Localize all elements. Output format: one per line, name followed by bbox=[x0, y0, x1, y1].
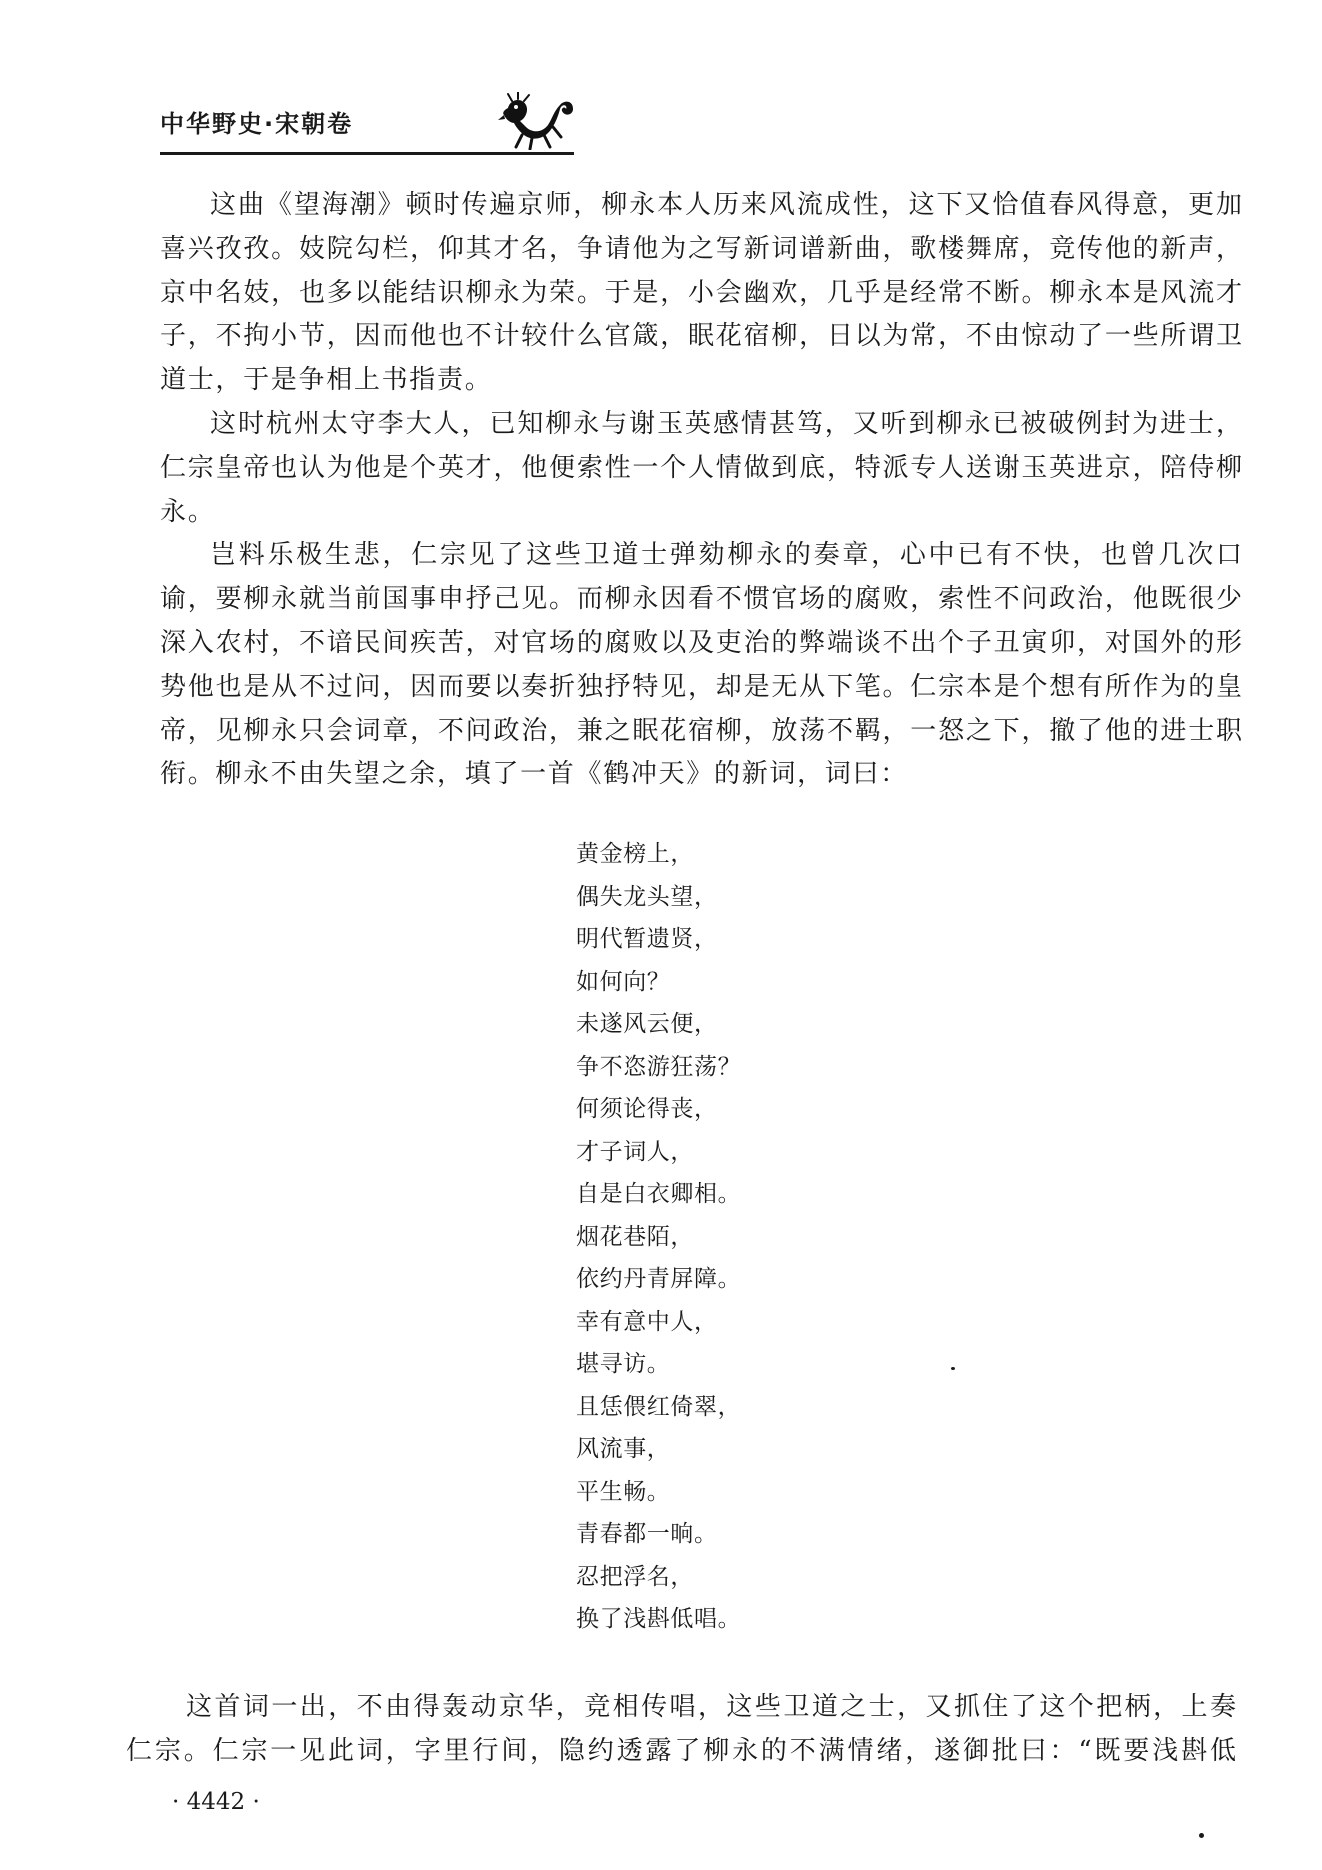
paragraph bbox=[160, 403, 1242, 534]
paragraph bbox=[126, 1686, 1236, 1774]
text-line: 帝，见柳永只会词章，不问政治，兼之眠花宿柳，放荡不羁，一怒之下，撤了他的进士职 bbox=[160, 715, 1242, 746]
poem-line: 平生畅。 bbox=[576, 1478, 671, 1505]
poem-block bbox=[576, 833, 741, 1641]
dragon-emblem-icon bbox=[498, 92, 576, 150]
running-header-title: 中华野史·宋朝卷 bbox=[160, 110, 354, 138]
text-line: 仁宗皇帝也认为他是个英才，他便索性一个人情做到底，特派专人送谢玉英进京，陪侍柳 bbox=[160, 452, 1242, 483]
text-line: 衔。柳永不由失望之余，填了一首《鹤冲天》的新词，词曰： bbox=[160, 759, 908, 790]
poem-line: 换了浅斟低唱。 bbox=[576, 1606, 742, 1632]
poem-line: 明代暂遗贤， bbox=[576, 926, 718, 952]
paragraph bbox=[160, 184, 1242, 403]
text-line: 这时杭州太守李大人，已知柳永与谢玉英感情甚笃，又听到柳永已被破例封为进士， bbox=[210, 408, 1242, 439]
prose-block bbox=[160, 184, 1242, 797]
poem-line: 青春都一晌。 bbox=[576, 1521, 718, 1547]
text-line: 京中名妓，也多以能结识柳永为荣。于是，小会幽欢，几乎是经常不断。柳永本是风流才 bbox=[160, 277, 1242, 308]
poem-line: 且恁偎红倚翠， bbox=[576, 1393, 742, 1420]
poem-line: 忍把浮名， bbox=[576, 1563, 694, 1590]
page-number: · 4442 · bbox=[172, 1789, 260, 1815]
poem-line: 风流事， bbox=[576, 1436, 671, 1462]
prose-block bbox=[126, 1686, 1236, 1774]
paragraph bbox=[160, 534, 1242, 797]
poem-line: 未遂风云便， bbox=[576, 1011, 718, 1037]
text-line: 仁宗。仁宗一见此词，字里行间，隐约透露了柳永的不满情绪，遂御批曰：“既要浅斟低 bbox=[126, 1735, 1236, 1766]
poem-line: 如何向？ bbox=[576, 968, 671, 995]
poem-line: 黄金榜上， bbox=[576, 841, 694, 867]
text-line: 这首词一出，不由得轰动京华，竞相传唱，这些卫道之士，又抓住了这个把柄，上奏 bbox=[186, 1692, 1236, 1722]
text-line: 谕，要柳永就当前国事申抒己见。而柳永因看不惯官场的腐败，索性不问政治，他既很少 bbox=[160, 584, 1242, 615]
header-rule bbox=[160, 152, 574, 155]
scan-speck bbox=[951, 1367, 955, 1370]
text-line: 势他也是从不过问，因而要以奏折独抒特见，却是无从下笔。仁宗本是个想有所作为的皇 bbox=[160, 671, 1242, 702]
text-line: 子，不拘小节，因而他也不计较什么官箴，眠花宿柳，日以为常，不由惊动了一些所谓卫 bbox=[160, 321, 1242, 352]
scan-speck bbox=[1199, 1833, 1204, 1838]
poem-line: 才子词人， bbox=[576, 1138, 694, 1165]
poem-line: 偶失龙头望， bbox=[576, 883, 718, 910]
text-line: 岂料乐极生悲，仁宗见了这些卫道士弹劾柳永的奏章，心中已有不快，也曾几次口 bbox=[210, 540, 1242, 571]
poem-line: 争不恣游狂荡？ bbox=[576, 1053, 742, 1080]
poem-line: 自是白衣卿相。 bbox=[576, 1181, 742, 1207]
poem-line: 幸有意中人， bbox=[576, 1308, 718, 1335]
text-line: 永。 bbox=[160, 496, 216, 527]
text-line: 道士，于是争相上书指责。 bbox=[160, 365, 493, 396]
poem-line: 堪寻访。 bbox=[576, 1351, 671, 1377]
text-line: 喜兴孜孜。妓院勾栏，仰其才名，争请他为之写新词谱新曲，歌楼舞席，竞传他的新声， bbox=[160, 233, 1242, 264]
poem-line: 依约丹青屏障。 bbox=[576, 1266, 742, 1292]
text-line: 深入农村，不谙民间疾苦，对官场的腐败以及吏治的弊端谈不出个子丑寅卯，对国外的形 bbox=[160, 627, 1242, 658]
poem-line: 烟花巷陌， bbox=[576, 1223, 694, 1250]
poem-line: 何须论得丧， bbox=[576, 1096, 718, 1122]
text-line: 这曲《望海潮》顿时传遍京师，柳永本人历来风流成性，这下又恰值春风得意，更加 bbox=[210, 190, 1242, 220]
